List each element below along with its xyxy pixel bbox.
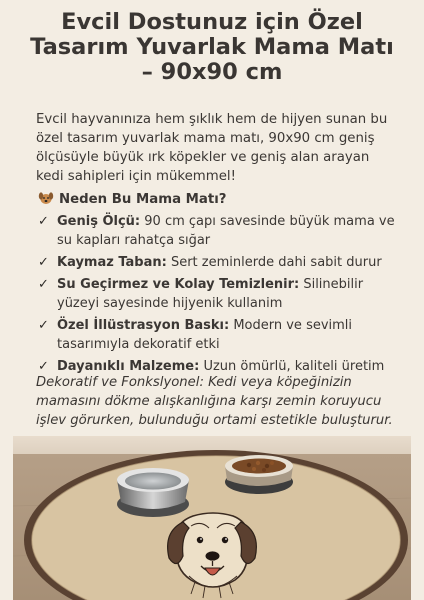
list-item <box>38 275 398 313</box>
why-heading <box>38 191 227 207</box>
list-item <box>38 212 398 250</box>
dog-icon <box>38 191 54 205</box>
checkmark-icon: ✓ <box>38 255 49 270</box>
product-photo <box>13 436 411 600</box>
title-line-2: Tasarım Yuvarlak Mama Matı <box>30 34 394 60</box>
feature-text: Silinebilir yüzeyi sayesinde hijyenik kullanim <box>57 277 364 311</box>
feature-label: Kaymaz Taban: <box>57 255 167 270</box>
food-bowl <box>225 455 293 494</box>
checkmark-icon: ✓ <box>38 277 49 292</box>
checkmark-icon: ✓ <box>38 359 49 374</box>
feature-label: Dayanıklı Malzeme: <box>57 359 200 374</box>
feature-text: Modern ve sevimli tasarımıyla dekoratif etki <box>57 318 353 352</box>
feature-text: Sert zeminlerde dahi sabit durur <box>166 255 382 270</box>
checkmark-icon: ✓ <box>38 214 49 229</box>
product-title <box>0 10 424 85</box>
why-heading-text: Neden Bu Mama Matı? <box>59 192 227 207</box>
feature-label: Geniş Ölçü: <box>57 214 141 229</box>
feature-text: 90 cm çapı savesinde büyük mama ve su kapları rahatça sığar <box>57 214 395 248</box>
feature-label: Özel İllüstrasyon Baskı: <box>57 318 230 333</box>
title-line-3: – 90x90 cm <box>141 59 283 85</box>
title-line-1: Evcil Dostunuz için Özel <box>61 9 363 35</box>
feature-label: Su Geçirmez ve Kolay Temizlenir: <box>57 277 300 292</box>
list-item <box>38 253 398 272</box>
checkmark-icon: ✓ <box>38 318 49 333</box>
list-item <box>38 316 398 354</box>
decorative-note: Dekoratif ve Fonkslyonel: Kedi veya köpeğinizin mamasını dökme alışkanlığına karşı zemin koruyucu işlev görurken, bulunduğu ortami estetikle buluşturur. <box>36 375 393 428</box>
intro-paragraph: Evcil hayvanınıza hem şıklık hem de hijyen sunan bu özel tasarım yuvarlak mama matı, 90x90 cm geniş ölçüsüyle büyük ırk köpekler ve geniş alan arayan kedi sahipleri için mükemmel! <box>36 112 388 184</box>
feature-list <box>38 212 398 379</box>
water-bowl <box>117 468 189 517</box>
feature-text: Uzun ömürlü, kaliteli üretim <box>199 359 385 374</box>
